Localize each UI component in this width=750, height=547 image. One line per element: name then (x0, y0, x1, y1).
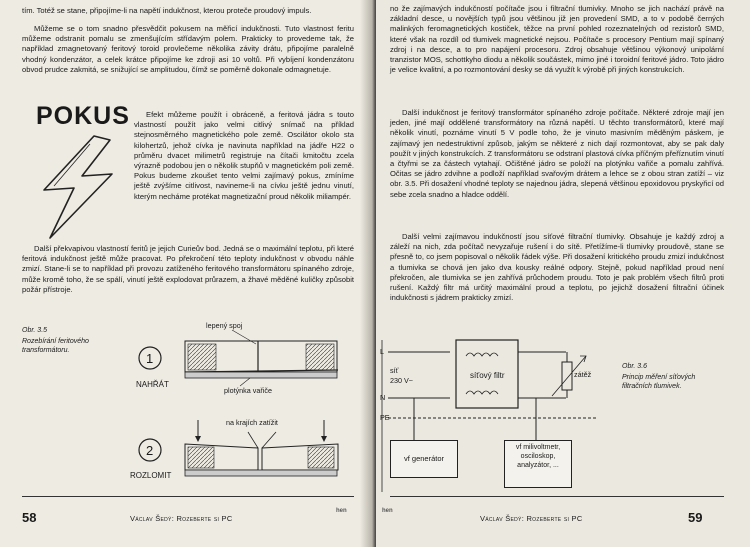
fig-3-6-number: Obr. 3.6 (622, 363, 648, 370)
fig-3-5-caption: Rozebírání feritového transformátoru. (22, 338, 89, 354)
label-230v: 230 V~ (390, 376, 413, 385)
left-top-cut-text: tím. Totéž se stane, připojíme-li na napětí indukčnost, kterou proteče proudový impuls. (22, 6, 312, 15)
label-pe: PE (380, 413, 390, 422)
label-mains-filter: síťový filtr (470, 371, 505, 380)
step-2-number: 2 (146, 443, 154, 458)
left-running-footer: Václav Šedý: Rozeberte si PC (130, 514, 233, 523)
left-corner-mark: hen (336, 508, 347, 514)
right-page-number: 59 (688, 510, 703, 525)
left-paragraph-3: Další překvapivou vlastností feritů je jejich Curieův bod. Jedná se o maximální teplotu, při které feritová indukčnost ještě může pracovat. Po překročení této teploty indukčnost v obvodu náhle zmizí. Stane-li se to například při provozu zatíženého feritového transformátoru spínaného zdroje, může kromě toho, že se spálí, vinutí ještě explodovat průrazem, a žhavé měděné kuličky způsobit požár přístroje. (22, 244, 354, 294)
label-glued-joint: lepený spoj (206, 321, 243, 330)
left-paragraph-2: Efekt můžeme použít i obráceně, a feritová jádra s touto vlastností použít jako velmi citlivý snímač na příklad stejnosměrného magnetického pole země. Oscilátor okolo sta kilohertzů, jehož cívka je navinuta například na jádře H22 o průměru dvacet milimetrů registruje na čítači kmitočtu zcela výrazně podobou jen o několik stupňů v magnetickém poli země. Pokus budeme zkoušet tento velmi zajímavý pokus, zmíníme ještě zvýšíme citlivost, navineme-li na cívku ještě jednu vinutí, kterým necháme protékat magnetizační proud několik miliampér. (134, 110, 354, 201)
label-mains: síť (390, 366, 399, 375)
rf-meter-box: vf milivoltmetr, osciloskop, analyzátor, ... (504, 440, 572, 488)
right-paragraph-2: Další indukčnost je feritový transformátor spínaného zdroje počítače. Některé zdroje mají jen jeden, jiné mají oddělené transformátory na různá napětí. U těchto transformátorů, které mají několik vinutí, poznáme vinutí 5 V podle toho, že je vinuto masivním měděným páskem, je zajímavý jen nedestruktivní způsob, jakým se některé z nich dají rozmontovat, aby se pak daly použít v jiných konstrukcích. Z transformátoru se odstraní plastová cívka příčným přeříznutím vinutí a čtyřmi se za částech vytahají. Očištěné jádro se položí na plotýnku vařiče a pomalu zahřívá. Očitas se jádro zdvihne a podloží například svařovým drátem a lehce se z obou stran zatíží – viz obr. 3.5. Při dosažení vhodné teploty se najednou jádra, slepená většinou epoxidovou pryskyřicí od sebe zcela snadno a hladce oddělí. (390, 108, 724, 199)
right-paragraph-1: no že zajímavých indukčností počítače jsou i filtrační tlumivky. Mnoho se jich nachází právě na základní desce, u novějších typů jsou většinou již jen provedení SMD, a to v podobě černých malinkých feromagnetických kostiček, těžce na první pohled rozeznatelných od rezistorů SMD, které však na rozdíl od tlumivek magnetické nejsou. Počítače s procesory Pentium mají spínaný zdroj i na desce, a to pro napájení procesoru. Zdroj obsahuje většinou výkonový unipolární tranzistor MOS, schottkyho diodu a několik součástek, mimo jiné i toroidní feritové jádro. Toto jádro je velice kvalitní, a po rozmontování desky se dá využít k výrobě při jiných konstrukcích. (390, 4, 724, 75)
label-hotplate: plotýnka vařiče (224, 386, 272, 395)
label-neutral-N: N (380, 393, 386, 402)
step-2-break-label: ROZLOMIT (130, 471, 172, 480)
left-page-number: 58 (22, 510, 37, 525)
right-footer-rule (390, 496, 724, 497)
rf-generator-box: vf generátor (390, 440, 458, 478)
pokus-heading: POKUS (36, 102, 130, 130)
left-footer-rule (22, 496, 354, 497)
label-load-edges: na krajích zatížit (226, 418, 278, 427)
label-line-L: L (380, 347, 384, 356)
fig-3-5-diagram (0, 0, 372, 547)
left-page (0, 0, 372, 547)
label-load: zátěž (574, 370, 592, 379)
right-running-footer: Václav Šedý: Rozeberte si PC (480, 514, 583, 523)
right-paragraph-3: Další velmi zajímavou indukčností jsou síťové filtrační tlumivky. Obsahuje je každý zdroj a záleží na nich, zda počítač nevyzařuje rušení i do sítě. Přetížíme-li tlumivky proudově, stane se přesně to, co jsem popisoval o několik řádek výše. Při dosažení kritického proudu zmizí indukčnost a tlumivka se chová jen jako dva kousky reálné odpory. Stejně, pokud například proud není překročen, ale tlumivka se jen zahřívá průchodem proudu. Toto je pak problém všech filtrů proti rušení. Každý filtr má určitý maximální proud a teplotu, po jejichž dosažení filtrační účinek indukčnosti s jádrem prakticky zmizí. (390, 232, 724, 303)
right-page (376, 0, 750, 547)
fig-3-5-number: Obr. 3.5 (22, 327, 48, 334)
fig-3-6-caption: Princip měření síťových filtračních tlumivek. (622, 374, 696, 390)
step-1-heat-label: NAHŘÁT (136, 380, 169, 389)
step-1-number: 1 (146, 351, 154, 366)
right-corner-mark: hen (382, 508, 393, 514)
left-paragraph-1: Můžeme se o tom snadno přesvědčit pokusem na měřicí indukčnosti. Tuto vlastnost feritu můžeme odstranit pomalu se zmenšujícím střídavým polem. Prakticky to provedeme tak, že například zmagnetovaný feritový toroid provlečeme několika závity drátu, připojíme paralelně vhodný kondenzátor, a celek krátce připojíme ke zdroji asi 10 voltů. Při vybíjení kondenzátoru obvod prudce zakmitá, se snižující se amplitudou, čímž se poměrně dokonale odmagnetuje. (22, 24, 354, 74)
